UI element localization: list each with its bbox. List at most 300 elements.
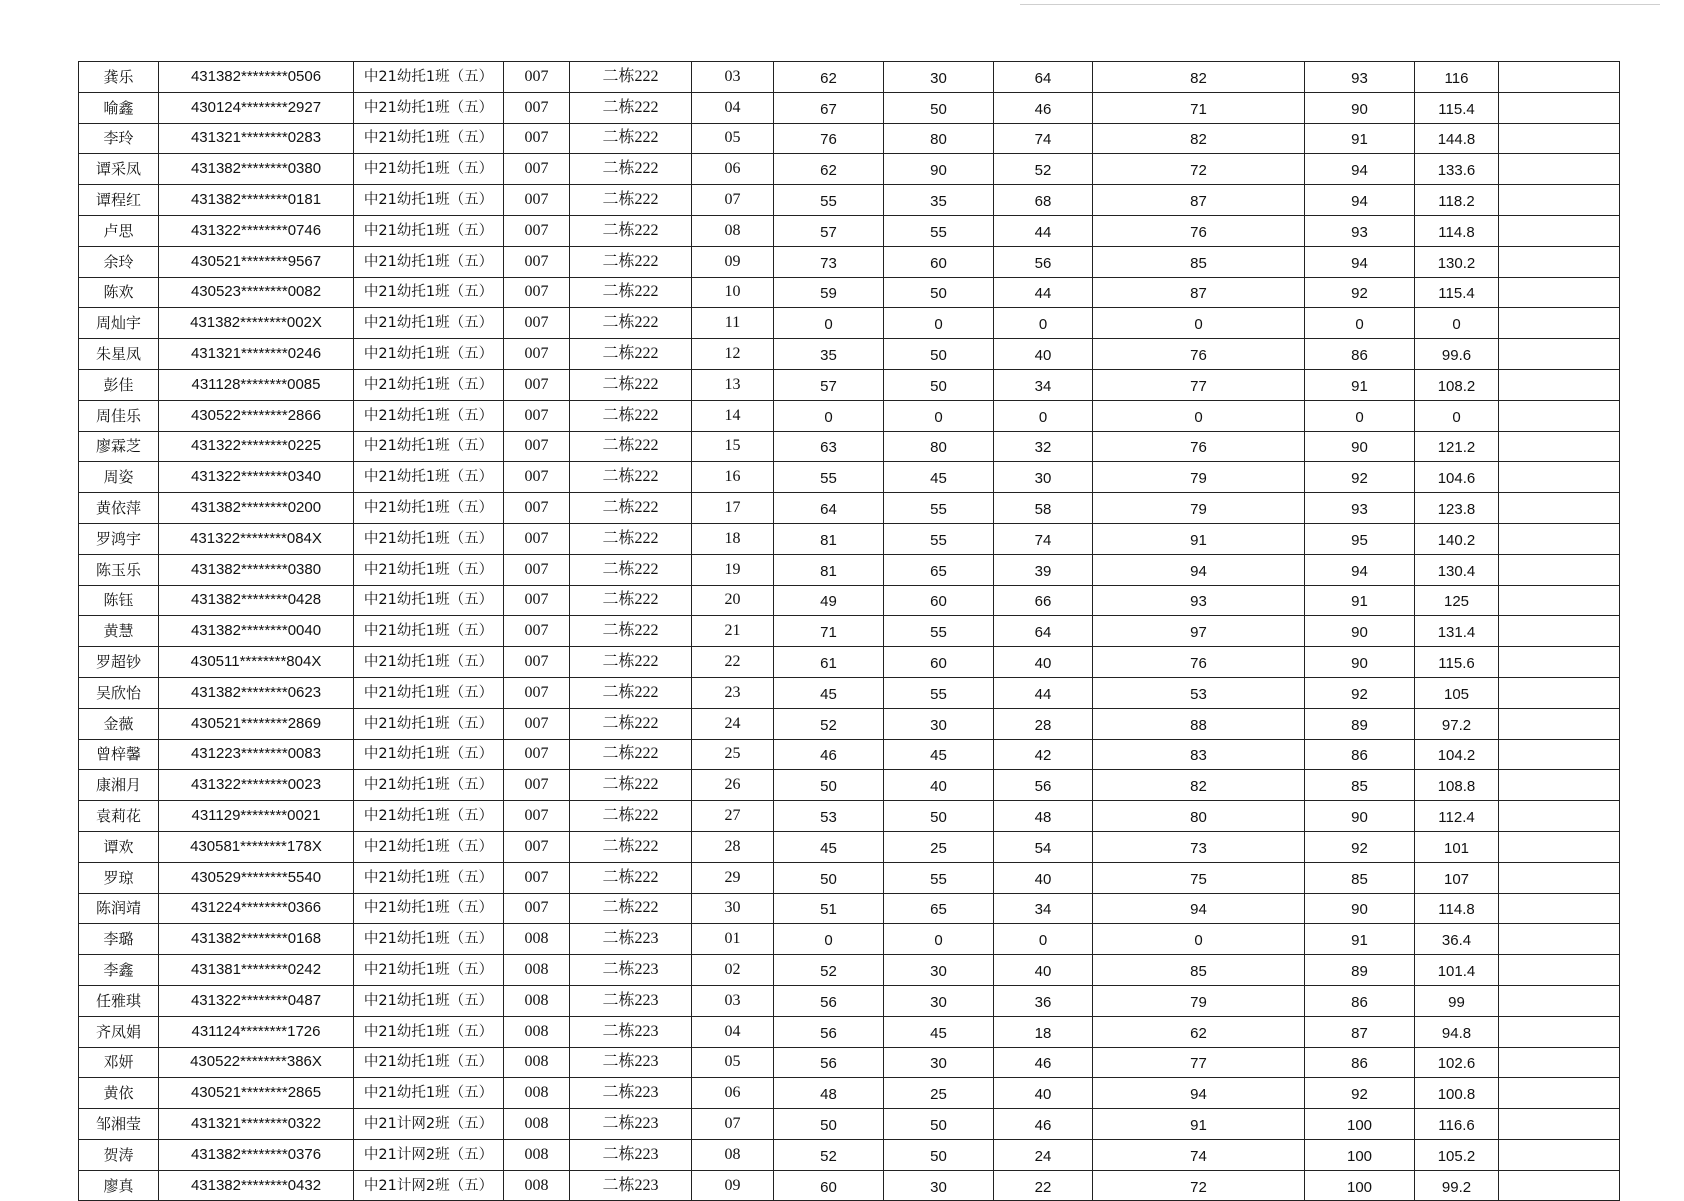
remark-cell [1499, 1078, 1620, 1109]
score-3-cell: 18 [994, 1016, 1093, 1047]
score-4-cell: 0 [1093, 400, 1305, 431]
score-1-cell: 56 [774, 1016, 884, 1047]
score-4-cell: 94 [1093, 554, 1305, 585]
id-number-cell: 430521********9567 [159, 246, 354, 277]
class-name-cell: 中21计网2班（五） [354, 1170, 504, 1201]
score-1-cell: 57 [774, 215, 884, 246]
score-3-cell: 34 [994, 893, 1093, 924]
seat-number-cell: 03 [692, 62, 774, 93]
class-name-cell: 中21幼托1班（五） [354, 308, 504, 339]
score-4-cell: 79 [1093, 493, 1305, 524]
score-2-cell: 0 [884, 400, 994, 431]
id-number-cell: 431322********084X [159, 523, 354, 554]
student-name-cell: 吴欣怡 [79, 677, 159, 708]
total-score-cell: 114.8 [1415, 215, 1499, 246]
score-3-cell: 0 [994, 924, 1093, 955]
table-row [79, 862, 1620, 893]
table-row [79, 246, 1620, 277]
score-4-cell: 87 [1093, 277, 1305, 308]
total-score-cell: 116.6 [1415, 1109, 1499, 1140]
score-1-cell: 62 [774, 62, 884, 93]
score-3-cell: 42 [994, 739, 1093, 770]
score-5-cell: 90 [1305, 647, 1415, 678]
remark-cell [1499, 308, 1620, 339]
score-2-cell: 30 [884, 955, 994, 986]
student-name-cell: 喻鑫 [79, 92, 159, 123]
score-3-cell: 40 [994, 862, 1093, 893]
score-2-cell: 25 [884, 1078, 994, 1109]
id-number-cell: 431382********0040 [159, 616, 354, 647]
remark-cell [1499, 215, 1620, 246]
exam-room-cell: 008 [504, 1139, 570, 1170]
score-2-cell: 45 [884, 739, 994, 770]
score-3-cell: 48 [994, 801, 1093, 832]
seat-number-cell: 10 [692, 277, 774, 308]
score-1-cell: 53 [774, 801, 884, 832]
score-4-cell: 82 [1093, 62, 1305, 93]
score-1-cell: 56 [774, 985, 884, 1016]
score-5-cell: 92 [1305, 277, 1415, 308]
table-row [79, 123, 1620, 154]
dorm-room-cell: 二栋222 [570, 831, 692, 862]
score-4-cell: 91 [1093, 1109, 1305, 1140]
student-name-cell: 李玲 [79, 123, 159, 154]
exam-room-cell: 008 [504, 1016, 570, 1047]
class-name-cell: 中21幼托1班（五） [354, 1016, 504, 1047]
score-3-cell: 46 [994, 1047, 1093, 1078]
total-score-cell: 115.6 [1415, 647, 1499, 678]
table-row [79, 400, 1620, 431]
id-number-cell: 431322********0023 [159, 770, 354, 801]
dorm-room-cell: 二栋223 [570, 1139, 692, 1170]
remark-cell [1499, 523, 1620, 554]
exam-room-cell: 007 [504, 154, 570, 185]
seat-number-cell: 12 [692, 339, 774, 370]
score-4-cell: 97 [1093, 616, 1305, 647]
table-row [79, 308, 1620, 339]
dorm-room-cell: 二栋222 [570, 185, 692, 216]
remark-cell [1499, 708, 1620, 739]
score-5-cell: 91 [1305, 123, 1415, 154]
class-name-cell: 中21幼托1班（五） [354, 339, 504, 370]
dorm-room-cell: 二栋223 [570, 1109, 692, 1140]
exam-room-cell: 007 [504, 708, 570, 739]
score-5-cell: 93 [1305, 215, 1415, 246]
table-row [79, 185, 1620, 216]
class-name-cell: 中21幼托1班（五） [354, 154, 504, 185]
score-2-cell: 40 [884, 770, 994, 801]
id-number-cell: 430521********2865 [159, 1078, 354, 1109]
dorm-room-cell: 二栋222 [570, 585, 692, 616]
class-name-cell: 中21幼托1班（五） [354, 1078, 504, 1109]
dorm-room-cell: 二栋222 [570, 770, 692, 801]
table-row [79, 523, 1620, 554]
total-score-cell: 99.6 [1415, 339, 1499, 370]
total-score-cell: 133.6 [1415, 154, 1499, 185]
score-4-cell: 71 [1093, 92, 1305, 123]
dorm-room-cell: 二栋223 [570, 1078, 692, 1109]
dorm-room-cell: 二栋222 [570, 554, 692, 585]
total-score-cell: 104.6 [1415, 462, 1499, 493]
dorm-room-cell: 二栋222 [570, 369, 692, 400]
score-5-cell: 0 [1305, 400, 1415, 431]
total-score-cell: 108.8 [1415, 770, 1499, 801]
class-name-cell: 中21计网2班（五） [354, 1139, 504, 1170]
student-name-cell: 彭佳 [79, 369, 159, 400]
score-1-cell: 0 [774, 400, 884, 431]
table-row [79, 1078, 1620, 1109]
class-name-cell: 中21幼托1班（五） [354, 770, 504, 801]
score-4-cell: 72 [1093, 154, 1305, 185]
student-name-cell: 李鑫 [79, 955, 159, 986]
total-score-cell: 115.4 [1415, 277, 1499, 308]
seat-number-cell: 17 [692, 493, 774, 524]
id-number-cell: 431124********1726 [159, 1016, 354, 1047]
class-name-cell: 中21幼托1班（五） [354, 369, 504, 400]
score-4-cell: 79 [1093, 462, 1305, 493]
score-3-cell: 0 [994, 400, 1093, 431]
score-table [78, 61, 1620, 1201]
exam-room-cell: 007 [504, 62, 570, 93]
seat-number-cell: 27 [692, 801, 774, 832]
student-name-cell: 罗鸿宇 [79, 523, 159, 554]
class-name-cell: 中21幼托1班（五） [354, 462, 504, 493]
remark-cell [1499, 862, 1620, 893]
score-2-cell: 35 [884, 185, 994, 216]
score-5-cell: 92 [1305, 462, 1415, 493]
score-5-cell: 95 [1305, 523, 1415, 554]
score-5-cell: 100 [1305, 1170, 1415, 1201]
score-2-cell: 30 [884, 985, 994, 1016]
remark-cell [1499, 924, 1620, 955]
table-row [79, 616, 1620, 647]
class-name-cell: 中21幼托1班（五） [354, 493, 504, 524]
table-row [79, 431, 1620, 462]
score-5-cell: 94 [1305, 246, 1415, 277]
table-row [79, 893, 1620, 924]
total-score-cell: 114.8 [1415, 893, 1499, 924]
student-name-cell: 陈欢 [79, 277, 159, 308]
score-3-cell: 0 [994, 308, 1093, 339]
seat-number-cell: 07 [692, 185, 774, 216]
seat-number-cell: 08 [692, 215, 774, 246]
exam-room-cell: 008 [504, 924, 570, 955]
exam-room-cell: 007 [504, 493, 570, 524]
score-1-cell: 49 [774, 585, 884, 616]
class-name-cell: 中21幼托1班（五） [354, 924, 504, 955]
class-name-cell: 中21幼托1班（五） [354, 62, 504, 93]
dorm-room-cell: 二栋222 [570, 400, 692, 431]
score-1-cell: 0 [774, 924, 884, 955]
dorm-room-cell: 二栋222 [570, 92, 692, 123]
exam-room-cell: 007 [504, 739, 570, 770]
total-score-cell: 100.8 [1415, 1078, 1499, 1109]
class-name-cell: 中21幼托1班（五） [354, 801, 504, 832]
dorm-room-cell: 二栋222 [570, 277, 692, 308]
score-1-cell: 81 [774, 523, 884, 554]
student-name-cell: 袁莉花 [79, 801, 159, 832]
id-number-cell: 431381********0242 [159, 955, 354, 986]
table-row [79, 92, 1620, 123]
exam-room-cell: 007 [504, 431, 570, 462]
class-name-cell: 中21幼托1班（五） [354, 523, 504, 554]
total-score-cell: 36.4 [1415, 924, 1499, 955]
score-2-cell: 50 [884, 1139, 994, 1170]
score-3-cell: 40 [994, 339, 1093, 370]
score-2-cell: 55 [884, 677, 994, 708]
score-1-cell: 55 [774, 185, 884, 216]
score-4-cell: 80 [1093, 801, 1305, 832]
id-number-cell: 431382********0376 [159, 1139, 354, 1170]
dorm-room-cell: 二栋222 [570, 862, 692, 893]
id-number-cell: 431382********0380 [159, 154, 354, 185]
score-2-cell: 30 [884, 1170, 994, 1201]
exam-room-cell: 007 [504, 677, 570, 708]
table-row [79, 985, 1620, 1016]
table-row [79, 1139, 1620, 1170]
score-3-cell: 40 [994, 647, 1093, 678]
student-name-cell: 卢思 [79, 215, 159, 246]
exam-room-cell: 007 [504, 616, 570, 647]
id-number-cell: 431224********0366 [159, 893, 354, 924]
seat-number-cell: 08 [692, 1139, 774, 1170]
class-name-cell: 中21幼托1班（五） [354, 277, 504, 308]
dorm-room-cell: 二栋222 [570, 246, 692, 277]
score-1-cell: 60 [774, 1170, 884, 1201]
table-row [79, 739, 1620, 770]
table-row [79, 154, 1620, 185]
id-number-cell: 430529********5540 [159, 862, 354, 893]
remark-cell [1499, 1047, 1620, 1078]
student-name-cell: 周佳乐 [79, 400, 159, 431]
score-4-cell: 74 [1093, 1139, 1305, 1170]
dorm-room-cell: 二栋223 [570, 955, 692, 986]
score-4-cell: 82 [1093, 123, 1305, 154]
score-4-cell: 76 [1093, 431, 1305, 462]
id-number-cell: 431382********0623 [159, 677, 354, 708]
score-4-cell: 77 [1093, 369, 1305, 400]
student-name-cell: 曾梓馨 [79, 739, 159, 770]
remark-cell [1499, 677, 1620, 708]
remark-cell [1499, 585, 1620, 616]
score-4-cell: 91 [1093, 523, 1305, 554]
class-name-cell: 中21幼托1班（五） [354, 616, 504, 647]
score-5-cell: 94 [1305, 154, 1415, 185]
exam-room-cell: 007 [504, 308, 570, 339]
remark-cell [1499, 154, 1620, 185]
class-name-cell: 中21幼托1班（五） [354, 739, 504, 770]
total-score-cell: 130.4 [1415, 554, 1499, 585]
score-1-cell: 56 [774, 1047, 884, 1078]
class-name-cell: 中21幼托1班（五） [354, 246, 504, 277]
total-score-cell: 123.8 [1415, 493, 1499, 524]
total-score-cell: 115.4 [1415, 92, 1499, 123]
score-1-cell: 50 [774, 1109, 884, 1140]
dorm-room-cell: 二栋222 [570, 431, 692, 462]
total-score-cell: 101 [1415, 831, 1499, 862]
id-number-cell: 431322********0225 [159, 431, 354, 462]
remark-cell [1499, 985, 1620, 1016]
score-2-cell: 45 [884, 462, 994, 493]
score-1-cell: 64 [774, 493, 884, 524]
remark-cell [1499, 739, 1620, 770]
score-5-cell: 91 [1305, 369, 1415, 400]
id-number-cell: 430581********178X [159, 831, 354, 862]
dorm-room-cell: 二栋222 [570, 493, 692, 524]
class-name-cell: 中21幼托1班（五） [354, 400, 504, 431]
total-score-cell: 104.2 [1415, 739, 1499, 770]
student-name-cell: 廖霖芝 [79, 431, 159, 462]
seat-number-cell: 26 [692, 770, 774, 801]
dorm-room-cell: 二栋222 [570, 893, 692, 924]
score-3-cell: 58 [994, 493, 1093, 524]
remark-cell [1499, 277, 1620, 308]
score-2-cell: 80 [884, 431, 994, 462]
score-3-cell: 44 [994, 277, 1093, 308]
table-row [79, 831, 1620, 862]
score-2-cell: 50 [884, 277, 994, 308]
total-score-cell: 125 [1415, 585, 1499, 616]
total-score-cell: 140.2 [1415, 523, 1499, 554]
remark-cell [1499, 616, 1620, 647]
score-1-cell: 57 [774, 369, 884, 400]
id-number-cell: 430522********2866 [159, 400, 354, 431]
score-3-cell: 68 [994, 185, 1093, 216]
table-row [79, 708, 1620, 739]
table-row [79, 554, 1620, 585]
id-number-cell: 431321********0246 [159, 339, 354, 370]
class-name-cell: 中21幼托1班（五） [354, 893, 504, 924]
id-number-cell: 431322********0340 [159, 462, 354, 493]
student-name-cell: 罗超钞 [79, 647, 159, 678]
seat-number-cell: 06 [692, 154, 774, 185]
score-2-cell: 30 [884, 708, 994, 739]
score-4-cell: 94 [1093, 893, 1305, 924]
remark-cell [1499, 123, 1620, 154]
score-3-cell: 32 [994, 431, 1093, 462]
table-row [79, 369, 1620, 400]
exam-room-cell: 007 [504, 215, 570, 246]
seat-number-cell: 03 [692, 985, 774, 1016]
remark-cell [1499, 955, 1620, 986]
table-row [79, 1109, 1620, 1140]
exam-room-cell: 008 [504, 1109, 570, 1140]
score-5-cell: 86 [1305, 339, 1415, 370]
score-1-cell: 35 [774, 339, 884, 370]
seat-number-cell: 02 [692, 955, 774, 986]
remark-cell [1499, 339, 1620, 370]
exam-room-cell: 007 [504, 585, 570, 616]
table-row [79, 1016, 1620, 1047]
remark-cell [1499, 369, 1620, 400]
dorm-room-cell: 二栋222 [570, 308, 692, 339]
score-4-cell: 79 [1093, 985, 1305, 1016]
score-3-cell: 46 [994, 1109, 1093, 1140]
score-2-cell: 30 [884, 1047, 994, 1078]
score-1-cell: 71 [774, 616, 884, 647]
table-row [79, 801, 1620, 832]
score-5-cell: 91 [1305, 924, 1415, 955]
score-4-cell: 72 [1093, 1170, 1305, 1201]
score-5-cell: 100 [1305, 1139, 1415, 1170]
score-5-cell: 92 [1305, 831, 1415, 862]
total-score-cell: 108.2 [1415, 369, 1499, 400]
score-5-cell: 92 [1305, 1078, 1415, 1109]
score-5-cell: 90 [1305, 893, 1415, 924]
score-4-cell: 83 [1093, 739, 1305, 770]
seat-number-cell: 11 [692, 308, 774, 339]
table-row [79, 62, 1620, 93]
remark-cell [1499, 893, 1620, 924]
score-2-cell: 55 [884, 862, 994, 893]
score-3-cell: 22 [994, 1170, 1093, 1201]
student-name-cell: 陈玉乐 [79, 554, 159, 585]
dorm-room-cell: 二栋222 [570, 154, 692, 185]
score-4-cell: 77 [1093, 1047, 1305, 1078]
seat-number-cell: 20 [692, 585, 774, 616]
score-3-cell: 74 [994, 123, 1093, 154]
table-row [79, 1170, 1620, 1201]
seat-number-cell: 04 [692, 92, 774, 123]
score-5-cell: 90 [1305, 431, 1415, 462]
exam-room-cell: 007 [504, 770, 570, 801]
total-score-cell: 102.6 [1415, 1047, 1499, 1078]
score-2-cell: 50 [884, 801, 994, 832]
class-name-cell: 中21幼托1班（五） [354, 1047, 504, 1078]
remark-cell [1499, 62, 1620, 93]
class-name-cell: 中21幼托1班（五） [354, 554, 504, 585]
score-4-cell: 88 [1093, 708, 1305, 739]
table-row [79, 924, 1620, 955]
table-row [79, 339, 1620, 370]
class-name-cell: 中21幼托1班（五） [354, 215, 504, 246]
score-3-cell: 40 [994, 1078, 1093, 1109]
exam-room-cell: 008 [504, 1170, 570, 1201]
exam-room-cell: 007 [504, 554, 570, 585]
seat-number-cell: 21 [692, 616, 774, 647]
score-1-cell: 63 [774, 431, 884, 462]
score-2-cell: 50 [884, 1109, 994, 1140]
total-score-cell: 116 [1415, 62, 1499, 93]
id-number-cell: 431382********0168 [159, 924, 354, 955]
score-2-cell: 55 [884, 493, 994, 524]
score-3-cell: 39 [994, 554, 1093, 585]
dorm-room-cell: 二栋222 [570, 647, 692, 678]
total-score-cell: 99.2 [1415, 1170, 1499, 1201]
student-name-cell: 贺涛 [79, 1139, 159, 1170]
score-2-cell: 50 [884, 369, 994, 400]
student-name-cell: 康湘月 [79, 770, 159, 801]
class-name-cell: 中21幼托1班（五） [354, 585, 504, 616]
table-row [79, 955, 1620, 986]
remark-cell [1499, 1109, 1620, 1140]
score-5-cell: 92 [1305, 677, 1415, 708]
dorm-room-cell: 二栋222 [570, 339, 692, 370]
id-number-cell: 431382********0428 [159, 585, 354, 616]
score-3-cell: 46 [994, 92, 1093, 123]
score-3-cell: 52 [994, 154, 1093, 185]
total-score-cell: 105.2 [1415, 1139, 1499, 1170]
id-number-cell: 431129********0021 [159, 801, 354, 832]
seat-number-cell: 22 [692, 647, 774, 678]
student-name-cell: 陈润靖 [79, 893, 159, 924]
exam-room-cell: 007 [504, 647, 570, 678]
score-2-cell: 25 [884, 831, 994, 862]
exam-room-cell: 007 [504, 123, 570, 154]
score-2-cell: 55 [884, 616, 994, 647]
exam-room-cell: 008 [504, 955, 570, 986]
score-sheet [78, 61, 1619, 1201]
